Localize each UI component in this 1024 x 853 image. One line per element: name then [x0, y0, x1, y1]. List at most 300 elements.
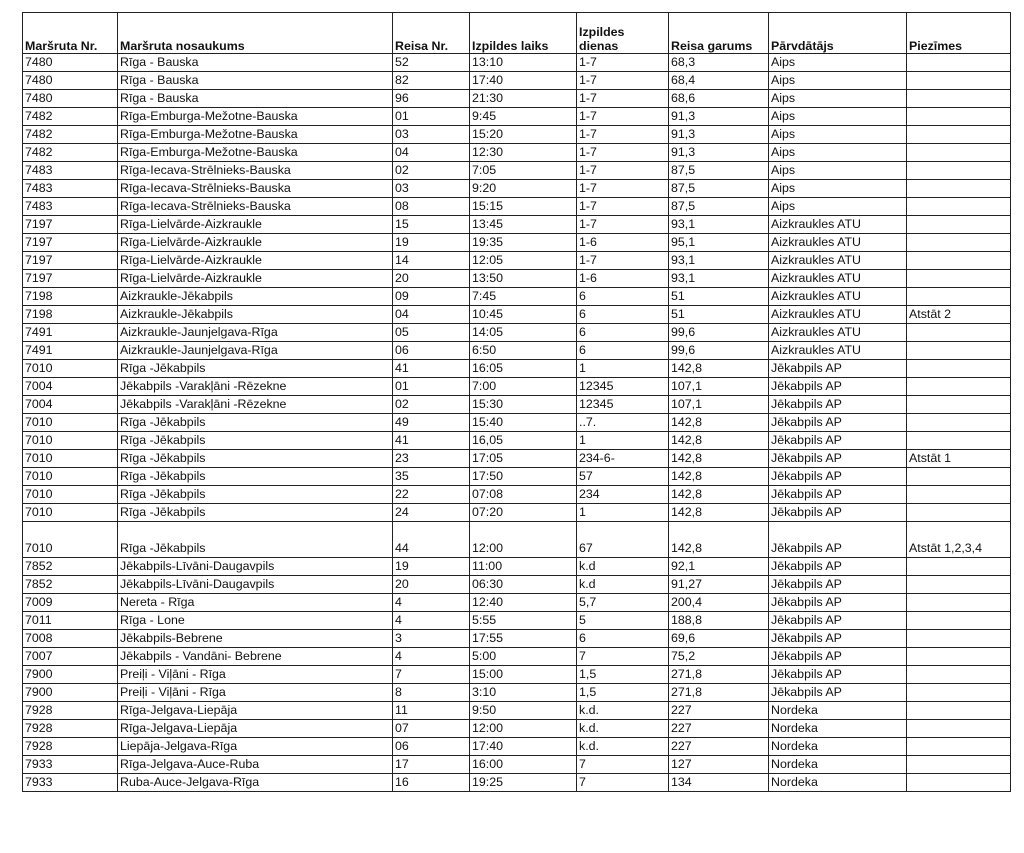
- table-row: [23, 630, 1011, 648]
- table-row: [23, 450, 1011, 468]
- trip-length-cell: 142,8: [669, 450, 769, 468]
- trip-length-cell: 68,6: [669, 90, 769, 108]
- notes-cell: Atstāt 1,2,3,4: [907, 522, 1011, 558]
- operating-days-cell: 6: [577, 324, 669, 342]
- departure-time-cell: 13:50: [470, 270, 577, 288]
- carrier-cell: Nordeka: [769, 774, 907, 792]
- trip-length-cell: 68,3: [669, 54, 769, 72]
- route-name-cell: Rīga - Bauska: [118, 54, 393, 72]
- trip-number-cell: 41: [393, 432, 470, 450]
- table-row: [23, 738, 1011, 756]
- operating-days-cell: k.d.: [577, 702, 669, 720]
- departure-time-cell: 07:08: [470, 486, 577, 504]
- trip-number-cell: 4: [393, 612, 470, 630]
- route-name-cell: Aizkraukle-Jēkabpils: [118, 306, 393, 324]
- carrier-cell: Aizkraukles ATU: [769, 288, 907, 306]
- operating-days-cell: 1-7: [577, 72, 669, 90]
- departure-time-cell: 19:25: [470, 774, 577, 792]
- carrier-cell: Aizkraukles ATU: [769, 270, 907, 288]
- route-name-cell: Rīga-Jelgava-Liepāja: [118, 720, 393, 738]
- notes-cell: [907, 702, 1011, 720]
- operating-days-cell: 7: [577, 756, 669, 774]
- carrier-cell: Aizkraukles ATU: [769, 324, 907, 342]
- trip-number-cell: 06: [393, 342, 470, 360]
- trip-number-cell: 35: [393, 468, 470, 486]
- trip-number-cell: 09: [393, 288, 470, 306]
- trip-number-cell: 03: [393, 180, 470, 198]
- departure-time-cell: 16:00: [470, 756, 577, 774]
- route-number-cell: 7198: [23, 306, 118, 324]
- departure-time-cell: 17:55: [470, 630, 577, 648]
- departure-time-cell: 5:55: [470, 612, 577, 630]
- departure-time-cell: 16:05: [470, 360, 577, 378]
- table-row: [23, 234, 1011, 252]
- notes-cell: [907, 108, 1011, 126]
- trip-length-cell: 107,1: [669, 378, 769, 396]
- route-number-cell: 7197: [23, 270, 118, 288]
- route-name-cell: Preiļi - Viļāni - Rīga: [118, 684, 393, 702]
- trip-length-cell: 69,6: [669, 630, 769, 648]
- route-number-cell: 7480: [23, 54, 118, 72]
- departure-time-cell: 12:00: [470, 720, 577, 738]
- route-number-cell: 7482: [23, 108, 118, 126]
- notes-cell: [907, 432, 1011, 450]
- operating-days-cell: 1: [577, 504, 669, 522]
- trip-length-cell: 200,4: [669, 594, 769, 612]
- departure-time-cell: 7:05: [470, 162, 577, 180]
- carrier-cell: Aizkraukles ATU: [769, 216, 907, 234]
- operating-days-cell: 7: [577, 774, 669, 792]
- departure-time-cell: 17:50: [470, 468, 577, 486]
- notes-cell: [907, 738, 1011, 756]
- operating-days-cell: 1,5: [577, 684, 669, 702]
- route-name-cell: Rīga -Jēkabpils: [118, 450, 393, 468]
- notes-cell: [907, 684, 1011, 702]
- operating-days-cell: 1,5: [577, 666, 669, 684]
- route-name-cell: Preiļi - Viļāni - Rīga: [118, 666, 393, 684]
- header-trip-number: Reisa Nr.: [393, 13, 470, 54]
- notes-cell: [907, 162, 1011, 180]
- route-name-cell: Rīga-Jelgava-Liepāja: [118, 702, 393, 720]
- header-route-name: Maršruta nosaukums: [118, 13, 393, 54]
- route-name-cell: Rīga-Emburga-Mežotne-Bauska: [118, 108, 393, 126]
- route-name-cell: Rīga-Lielvārde-Aizkraukle: [118, 216, 393, 234]
- carrier-cell: Aips: [769, 162, 907, 180]
- table-row: [23, 126, 1011, 144]
- trip-number-cell: 01: [393, 378, 470, 396]
- trip-length-cell: 127: [669, 756, 769, 774]
- table-row: [23, 162, 1011, 180]
- route-name-cell: Rīga -Jēkabpils: [118, 414, 393, 432]
- route-name-cell: Rīga-Emburga-Mežotne-Bauska: [118, 126, 393, 144]
- route-number-cell: 7480: [23, 72, 118, 90]
- table-row: [23, 648, 1011, 666]
- notes-cell: [907, 324, 1011, 342]
- route-number-cell: 7482: [23, 126, 118, 144]
- notes-cell: [907, 648, 1011, 666]
- departure-time-cell: 9:45: [470, 108, 577, 126]
- route-number-cell: 7928: [23, 720, 118, 738]
- notes-cell: [907, 180, 1011, 198]
- route-name-cell: Jēkabpils -Varakļāni -Rēzekne: [118, 378, 393, 396]
- departure-time-cell: 17:40: [470, 738, 577, 756]
- notes-cell: [907, 198, 1011, 216]
- operating-days-cell: 12345: [577, 396, 669, 414]
- table-row: [23, 54, 1011, 72]
- table-row: [23, 360, 1011, 378]
- table-row: [23, 432, 1011, 450]
- table-row: [23, 702, 1011, 720]
- trip-length-cell: 188,8: [669, 612, 769, 630]
- departure-time-cell: 6:50: [470, 342, 577, 360]
- trip-number-cell: 49: [393, 414, 470, 432]
- route-number-cell: 7004: [23, 396, 118, 414]
- carrier-cell: Aizkraukles ATU: [769, 252, 907, 270]
- carrier-cell: Jēkabpils AP: [769, 594, 907, 612]
- operating-days-cell: 1-7: [577, 90, 669, 108]
- operating-days-cell: 57: [577, 468, 669, 486]
- route-schedule-table: [22, 12, 1011, 792]
- route-number-cell: 7900: [23, 666, 118, 684]
- route-name-cell: Rīga-Lielvārde-Aizkraukle: [118, 252, 393, 270]
- table-row: [23, 684, 1011, 702]
- notes-cell: [907, 396, 1011, 414]
- operating-days-cell: 1-7: [577, 108, 669, 126]
- trip-number-cell: 44: [393, 522, 470, 558]
- route-name-cell: Rīga-Emburga-Mežotne-Bauska: [118, 144, 393, 162]
- table-row: [23, 468, 1011, 486]
- carrier-cell: Aips: [769, 72, 907, 90]
- route-number-cell: 7009: [23, 594, 118, 612]
- departure-time-cell: 9:50: [470, 702, 577, 720]
- route-name-cell: Liepāja-Jelgava-Rīga: [118, 738, 393, 756]
- operating-days-cell: 234: [577, 486, 669, 504]
- carrier-cell: Jēkabpils AP: [769, 432, 907, 450]
- table-row: [23, 378, 1011, 396]
- route-name-cell: Rīga -Jēkabpils: [118, 468, 393, 486]
- trip-length-cell: 51: [669, 288, 769, 306]
- route-name-cell: Aizkraukle-Jaunjelgava-Rīga: [118, 342, 393, 360]
- notes-cell: [907, 126, 1011, 144]
- table-row: [23, 612, 1011, 630]
- departure-time-cell: 19:35: [470, 234, 577, 252]
- carrier-cell: Jēkabpils AP: [769, 414, 907, 432]
- route-name-cell: Rīga -Jēkabpils: [118, 360, 393, 378]
- operating-days-cell: 6: [577, 342, 669, 360]
- trip-length-cell: 227: [669, 738, 769, 756]
- trip-length-cell: 75,2: [669, 648, 769, 666]
- trip-length-cell: 107,1: [669, 396, 769, 414]
- trip-length-cell: 87,5: [669, 198, 769, 216]
- operating-days-cell: k.d: [577, 576, 669, 594]
- departure-time-cell: 07:20: [470, 504, 577, 522]
- trip-number-cell: 20: [393, 576, 470, 594]
- trip-number-cell: 41: [393, 360, 470, 378]
- trip-number-cell: 08: [393, 198, 470, 216]
- operating-days-cell: 6: [577, 288, 669, 306]
- table-row: [23, 72, 1011, 90]
- table-row: [23, 558, 1011, 576]
- operating-days-cell: k.d: [577, 558, 669, 576]
- departure-time-cell: 21:30: [470, 90, 577, 108]
- route-number-cell: 7933: [23, 774, 118, 792]
- operating-days-cell: k.d.: [577, 720, 669, 738]
- route-number-cell: 7852: [23, 558, 118, 576]
- operating-days-cell: 1-6: [577, 234, 669, 252]
- operating-days-cell: 67: [577, 522, 669, 558]
- notes-cell: [907, 216, 1011, 234]
- route-number-cell: 7928: [23, 702, 118, 720]
- route-name-cell: Jēkabpils-Līvāni-Daugavpils: [118, 558, 393, 576]
- carrier-cell: Aips: [769, 180, 907, 198]
- operating-days-cell: 234-6-: [577, 450, 669, 468]
- route-number-cell: 7480: [23, 90, 118, 108]
- route-name-cell: Rīga - Bauska: [118, 72, 393, 90]
- carrier-cell: Jēkabpils AP: [769, 558, 907, 576]
- departure-time-cell: 13:10: [470, 54, 577, 72]
- trip-number-cell: 4: [393, 594, 470, 612]
- route-number-cell: 7491: [23, 342, 118, 360]
- carrier-cell: Jēkabpils AP: [769, 360, 907, 378]
- route-name-cell: Aizkraukle-Jēkabpils: [118, 288, 393, 306]
- trip-number-cell: 03: [393, 126, 470, 144]
- operating-days-cell: 7: [577, 648, 669, 666]
- table-row: [23, 414, 1011, 432]
- route-number-cell: 7852: [23, 576, 118, 594]
- notes-cell: [907, 342, 1011, 360]
- carrier-cell: Aizkraukles ATU: [769, 306, 907, 324]
- trip-number-cell: 8: [393, 684, 470, 702]
- route-number-cell: 7007: [23, 648, 118, 666]
- table-row: [23, 774, 1011, 792]
- operating-days-cell: 1-7: [577, 180, 669, 198]
- departure-time-cell: 06:30: [470, 576, 577, 594]
- operating-days-cell: 1-7: [577, 126, 669, 144]
- table-row: [23, 270, 1011, 288]
- notes-cell: [907, 252, 1011, 270]
- carrier-cell: Aizkraukles ATU: [769, 234, 907, 252]
- table-row: [23, 486, 1011, 504]
- notes-cell: [907, 558, 1011, 576]
- trip-length-cell: 68,4: [669, 72, 769, 90]
- route-name-cell: Rīga - Bauska: [118, 90, 393, 108]
- header-carrier: Pārvdātājs: [769, 13, 907, 54]
- carrier-cell: Jēkabpils AP: [769, 684, 907, 702]
- notes-cell: [907, 288, 1011, 306]
- route-number-cell: 7010: [23, 504, 118, 522]
- carrier-cell: Nordeka: [769, 756, 907, 774]
- route-name-cell: Nereta - Rīga: [118, 594, 393, 612]
- carrier-cell: Nordeka: [769, 702, 907, 720]
- carrier-cell: Jēkabpils AP: [769, 612, 907, 630]
- operating-days-cell: 1-7: [577, 252, 669, 270]
- route-number-cell: 7900: [23, 684, 118, 702]
- trip-number-cell: 96: [393, 90, 470, 108]
- trip-number-cell: 05: [393, 324, 470, 342]
- carrier-cell: Nordeka: [769, 738, 907, 756]
- trip-length-cell: 87,5: [669, 162, 769, 180]
- route-name-cell: Ruba-Auce-Jelgava-Rīga: [118, 774, 393, 792]
- route-number-cell: 7004: [23, 378, 118, 396]
- table-row: [23, 576, 1011, 594]
- departure-time-cell: 12:40: [470, 594, 577, 612]
- carrier-cell: Nordeka: [769, 720, 907, 738]
- trip-number-cell: 04: [393, 144, 470, 162]
- route-name-cell: Rīga-Lielvārde-Aizkraukle: [118, 270, 393, 288]
- departure-time-cell: 11:00: [470, 558, 577, 576]
- route-number-cell: 7197: [23, 216, 118, 234]
- notes-cell: [907, 756, 1011, 774]
- trip-length-cell: 87,5: [669, 180, 769, 198]
- trip-number-cell: 20: [393, 270, 470, 288]
- notes-cell: [907, 594, 1011, 612]
- trip-number-cell: 15: [393, 216, 470, 234]
- carrier-cell: Jēkabpils AP: [769, 666, 907, 684]
- trip-length-cell: 91,3: [669, 126, 769, 144]
- trip-number-cell: 04: [393, 306, 470, 324]
- departure-time-cell: 12:00: [470, 522, 577, 558]
- trip-length-cell: 142,8: [669, 468, 769, 486]
- trip-number-cell: 11: [393, 702, 470, 720]
- route-name-cell: Rīga-Iecava-Strēlnieks-Bauska: [118, 180, 393, 198]
- route-name-cell: Rīga-Iecava-Strēlnieks-Bauska: [118, 198, 393, 216]
- carrier-cell: Aizkraukles ATU: [769, 342, 907, 360]
- trip-length-cell: 99,6: [669, 324, 769, 342]
- notes-cell: Atstāt 2: [907, 306, 1011, 324]
- route-number-cell: 7010: [23, 360, 118, 378]
- operating-days-cell: 1-7: [577, 216, 669, 234]
- notes-cell: [907, 576, 1011, 594]
- route-name-cell: Jēkabpils -Varakļāni -Rēzekne: [118, 396, 393, 414]
- notes-cell: [907, 144, 1011, 162]
- route-number-cell: 7010: [23, 522, 118, 558]
- notes-cell: [907, 234, 1011, 252]
- departure-time-cell: 5:00: [470, 648, 577, 666]
- trip-length-cell: 142,8: [669, 360, 769, 378]
- operating-days-cell: 1-7: [577, 162, 669, 180]
- table-row: [23, 108, 1011, 126]
- departure-time-cell: 17:05: [470, 450, 577, 468]
- carrier-cell: Jēkabpils AP: [769, 648, 907, 666]
- route-name-cell: Rīga-Jelgava-Auce-Ruba: [118, 756, 393, 774]
- notes-cell: [907, 486, 1011, 504]
- trip-number-cell: 02: [393, 162, 470, 180]
- trip-length-cell: 142,8: [669, 432, 769, 450]
- route-number-cell: 7482: [23, 144, 118, 162]
- route-number-cell: 7010: [23, 468, 118, 486]
- route-number-cell: 7928: [23, 738, 118, 756]
- notes-cell: [907, 720, 1011, 738]
- route-number-cell: 7011: [23, 612, 118, 630]
- route-number-cell: 7010: [23, 432, 118, 450]
- trip-number-cell: 22: [393, 486, 470, 504]
- trip-number-cell: 52: [393, 54, 470, 72]
- carrier-cell: Aips: [769, 198, 907, 216]
- notes-cell: Atstāt 1: [907, 450, 1011, 468]
- trip-number-cell: 07: [393, 720, 470, 738]
- table-row: [23, 756, 1011, 774]
- carrier-cell: Aips: [769, 90, 907, 108]
- route-name-cell: Jēkabpils-Līvāni-Daugavpils: [118, 576, 393, 594]
- carrier-cell: Jēkabpils AP: [769, 522, 907, 558]
- route-name-cell: Rīga -Jēkabpils: [118, 522, 393, 558]
- route-number-cell: 7483: [23, 180, 118, 198]
- route-number-cell: 7008: [23, 630, 118, 648]
- departure-time-cell: 14:05: [470, 324, 577, 342]
- carrier-cell: Jēkabpils AP: [769, 486, 907, 504]
- trip-number-cell: 06: [393, 738, 470, 756]
- departure-time-cell: 10:45: [470, 306, 577, 324]
- route-number-cell: 7491: [23, 324, 118, 342]
- trip-number-cell: 23: [393, 450, 470, 468]
- trip-length-cell: 227: [669, 720, 769, 738]
- departure-time-cell: 16,05: [470, 432, 577, 450]
- route-number-cell: 7483: [23, 162, 118, 180]
- carrier-cell: Jēkabpils AP: [769, 630, 907, 648]
- notes-cell: [907, 504, 1011, 522]
- table-row: [23, 324, 1011, 342]
- trip-number-cell: 16: [393, 774, 470, 792]
- operating-days-cell: 5,7: [577, 594, 669, 612]
- trip-number-cell: 02: [393, 396, 470, 414]
- departure-time-cell: 3:10: [470, 684, 577, 702]
- carrier-cell: Jēkabpils AP: [769, 450, 907, 468]
- trip-number-cell: 19: [393, 234, 470, 252]
- header-row: [23, 13, 1011, 54]
- carrier-cell: Aips: [769, 126, 907, 144]
- trip-length-cell: 93,1: [669, 270, 769, 288]
- operating-days-cell: ..7.: [577, 414, 669, 432]
- trip-length-cell: 134: [669, 774, 769, 792]
- trip-length-cell: 271,8: [669, 684, 769, 702]
- trip-length-cell: 99,6: [669, 342, 769, 360]
- trip-number-cell: 01: [393, 108, 470, 126]
- route-number-cell: 7198: [23, 288, 118, 306]
- header-departure-time: Izpildes laiks: [470, 13, 577, 54]
- trip-length-cell: 92,1: [669, 558, 769, 576]
- trip-number-cell: 24: [393, 504, 470, 522]
- route-number-cell: 7197: [23, 234, 118, 252]
- table-row: [23, 522, 1011, 558]
- operating-days-cell: 1-7: [577, 144, 669, 162]
- trip-length-cell: 93,1: [669, 216, 769, 234]
- table-row: [23, 216, 1011, 234]
- notes-cell: [907, 360, 1011, 378]
- departure-time-cell: 12:30: [470, 144, 577, 162]
- header-trip-length: Reisa garums: [669, 13, 769, 54]
- departure-time-cell: 9:20: [470, 180, 577, 198]
- route-name-cell: Rīga -Jēkabpils: [118, 432, 393, 450]
- trip-length-cell: 142,8: [669, 504, 769, 522]
- carrier-cell: Jēkabpils AP: [769, 504, 907, 522]
- table-row: [23, 342, 1011, 360]
- route-number-cell: 7483: [23, 198, 118, 216]
- departure-time-cell: 15:00: [470, 666, 577, 684]
- route-name-cell: Jēkabpils - Vandāni- Bebrene: [118, 648, 393, 666]
- route-name-cell: Rīga-Lielvārde-Aizkraukle: [118, 234, 393, 252]
- route-name-cell: Rīga -Jēkabpils: [118, 486, 393, 504]
- departure-time-cell: 12:05: [470, 252, 577, 270]
- table-row: [23, 180, 1011, 198]
- trip-length-cell: 271,8: [669, 666, 769, 684]
- route-name-cell: Jēkabpils-Bebrene: [118, 630, 393, 648]
- trip-length-cell: 91,3: [669, 108, 769, 126]
- table-row: [23, 198, 1011, 216]
- route-number-cell: 7010: [23, 450, 118, 468]
- departure-time-cell: 17:40: [470, 72, 577, 90]
- operating-days-cell: 6: [577, 306, 669, 324]
- trip-length-cell: 93,1: [669, 252, 769, 270]
